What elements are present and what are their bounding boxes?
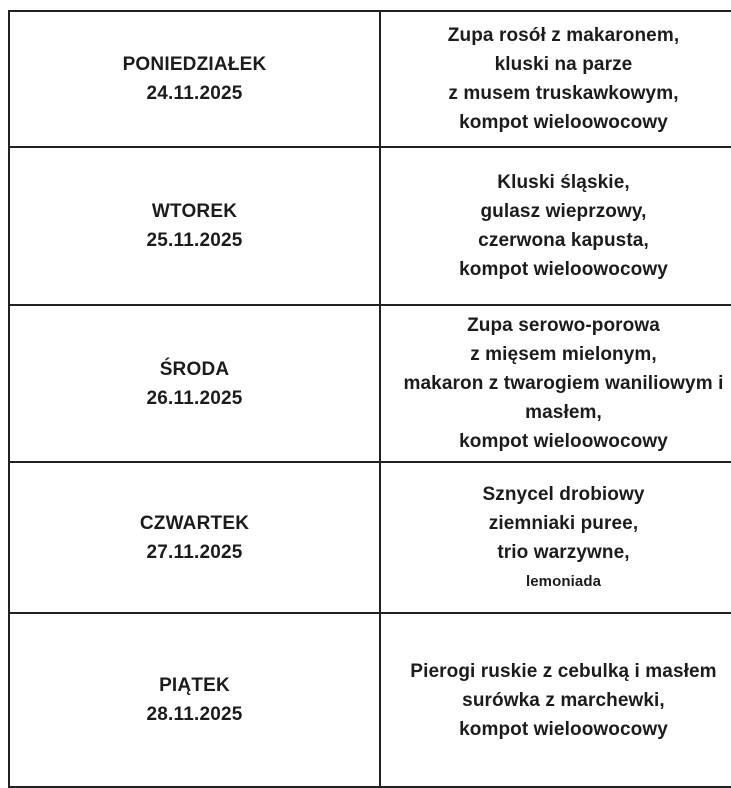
menu-item: lemoniada [525, 572, 602, 590]
menu-item: Zupa rosół z makaronem, [447, 25, 680, 46]
menu-item: z mięsem mielonym, [470, 344, 657, 365]
menu-item: surówka z marchewki, [462, 689, 665, 711]
day-date: 27.11.2025 [146, 541, 243, 563]
menu-item: kluski na parze [494, 54, 633, 75]
day-date: 24.11.2025 [146, 83, 243, 104]
menu-item: kompot wieloowocowy [459, 431, 668, 452]
day-date: 26.11.2025 [146, 387, 243, 409]
menu-item: Sznycel drobiowy [482, 483, 645, 505]
day-name: ŚRODA [159, 358, 230, 380]
day-name: WTOREK [151, 201, 238, 222]
table-row-wednesday [9, 305, 731, 462]
day-cell [9, 613, 380, 787]
menu-item: Pierogi ruskie z cebulką i masłem [410, 660, 717, 682]
menu-item: Zupa serowo-porowa [467, 315, 660, 336]
day-cell [9, 305, 380, 462]
table-row-tuesday [9, 147, 731, 305]
menu-item: kompot wieloowocowy [459, 259, 668, 280]
menu-item: ziemniaki puree, [488, 512, 639, 534]
menu-cell [380, 305, 731, 462]
day-cell [9, 147, 380, 305]
day-cell [9, 462, 380, 613]
menu-cell [380, 11, 731, 147]
day-name: PONIEDZIAŁEK [122, 54, 267, 75]
menu-item: kompot wieloowocowy [459, 718, 668, 740]
weekly-menu-table [8, 10, 731, 788]
menu-item: z musem truskawkowym, [448, 83, 679, 104]
table-row-thursday [9, 462, 731, 613]
day-name: CZWARTEK [139, 512, 250, 534]
menu-item: kompot wieloowocowy [459, 112, 668, 133]
menu-item: makaron z twarogiem waniliowym i masłem, [403, 373, 724, 423]
table-row-monday [9, 11, 731, 147]
menu-item: czerwona kapusta, [478, 230, 649, 251]
menu-cell [380, 147, 731, 305]
menu-item: trio warzywne, [497, 541, 630, 563]
menu-cell [380, 462, 731, 613]
menu-cell [380, 613, 731, 787]
menu-item: Kluski śląskie, [497, 172, 630, 193]
menu-item: gulasz wieprzowy, [480, 201, 647, 222]
day-cell [9, 11, 380, 147]
day-name: PIĄTEK [159, 675, 230, 696]
day-date: 25.11.2025 [146, 230, 243, 251]
table-row-friday [9, 613, 731, 787]
day-date: 28.11.2025 [146, 704, 243, 725]
